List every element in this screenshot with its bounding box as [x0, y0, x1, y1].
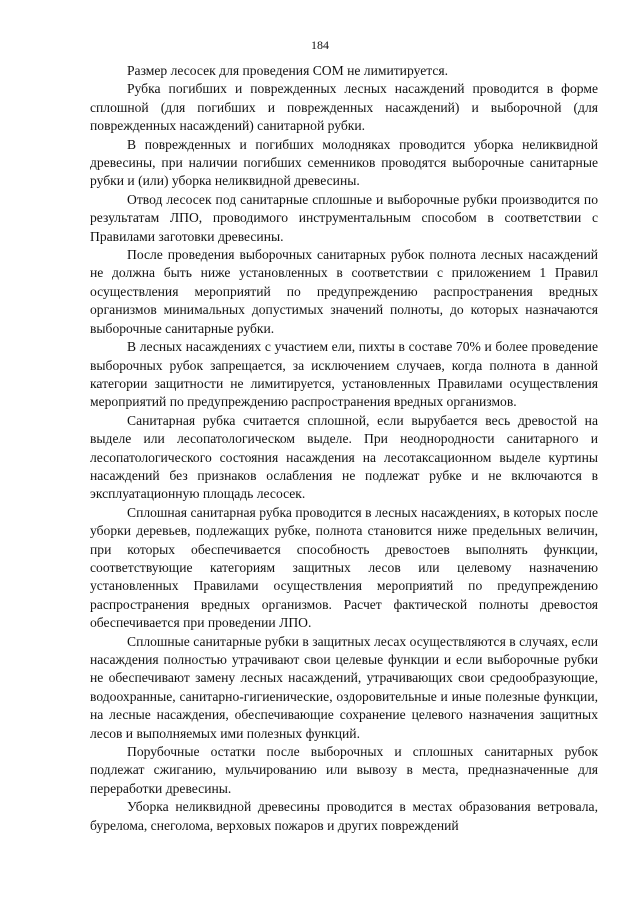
document-body — [90, 62, 598, 835]
paragraph: В лесных насаждениях с участием ели, пихты в составе 70% и более проведение выборочных рубок запрещается, за исключением случаев, когда полнота в данной категории защитности не лимитируется, установленных Правилами осуществления мероприятий по предупреждению распространения вредных организмов. — [90, 339, 598, 410]
paragraph: Рубка погибших и поврежденных лесных насаждений проводится в форме сплошной (для погибших и поврежденных насаждений) и выборочной (для поврежденных насаждений) санитарной рубки. — [90, 81, 598, 134]
paragraph: Санитарная рубка считается сплошной, если вырубается весь древостой на выделе или лесопатологическом выделе. При неоднородности санитарного и лесопатологического состояния насаждения на лесотаксационном выделе куртины насаждений без признаков ослабления не подлежат рубке и не включаются в эксплуатационную площадь лесосек. — [90, 412, 598, 502]
paragraph: Размер лесосек для проведения СОМ не лимитируется. — [127, 63, 449, 78]
paragraph: Сплошные санитарные рубки в защитных лесах осуществляются в случаях, если насаждения полностью утрачивают свои целевые функции и если выборочные рубки не обеспечивают замену лесных насаждений, утрачивающих свои средообразующие, водоохранные, санитарно-гигиенические, оздоровительные и иные полезные функции, на лесные насаждения, обеспечивающие сохранение целевого назначения защитных лесов и выполняемых ими полезных функций. — [90, 633, 598, 741]
page-number: 184 — [311, 38, 329, 52]
paragraph: Отвод лесосек под санитарные сплошные и выборочные рубки производится по результатам ЛПО, проводимого инструментальным способом в соответствии с Правилами заготовки древесины. — [90, 191, 598, 244]
paragraph: В поврежденных и погибших молодняках проводится уборка неликвидной древесины, при наличии погибших семенников проводятся выборочные санитарные рубки и (или) уборка неликвидной древесины. — [90, 136, 598, 189]
paragraph: После проведения выборочных санитарных рубок полнота лесных насаждений не должна быть ниже установленных в соответствии с приложением 1 Правил осуществления мероприятий по предупреждению распространения вредных организмов минимальных допустимых значений полноты, до которых назначаются выборочные санитарные рубки. — [90, 247, 598, 336]
paragraph: Уборка неликвидной древесины проводится в местах образования ветровала, бурелома, снеголома, верховых пожаров и других повреждений — [90, 799, 598, 833]
paragraph: Порубочные остатки после выборочных и сплошных санитарных рубок подлежат сжиганию, мульчированию или вывозу в места, предназначенные для переработки древесины. — [90, 744, 598, 796]
paragraph: Сплошная санитарная рубка проводится в лесных насаждениях, в которых после уборки деревьев, подлежащих рубке, полнота становится ниже предельных величин, при которых обеспечивается способность древостоев выполнять функции, соответствующие категориям защитных лесов или целевому назначению установленных Правилами осуществления мероприятий по предупреждению распространения вредных организмов. Расчет фактической полноты древостоя обеспечивается при проведении ЛПО. — [90, 504, 598, 631]
